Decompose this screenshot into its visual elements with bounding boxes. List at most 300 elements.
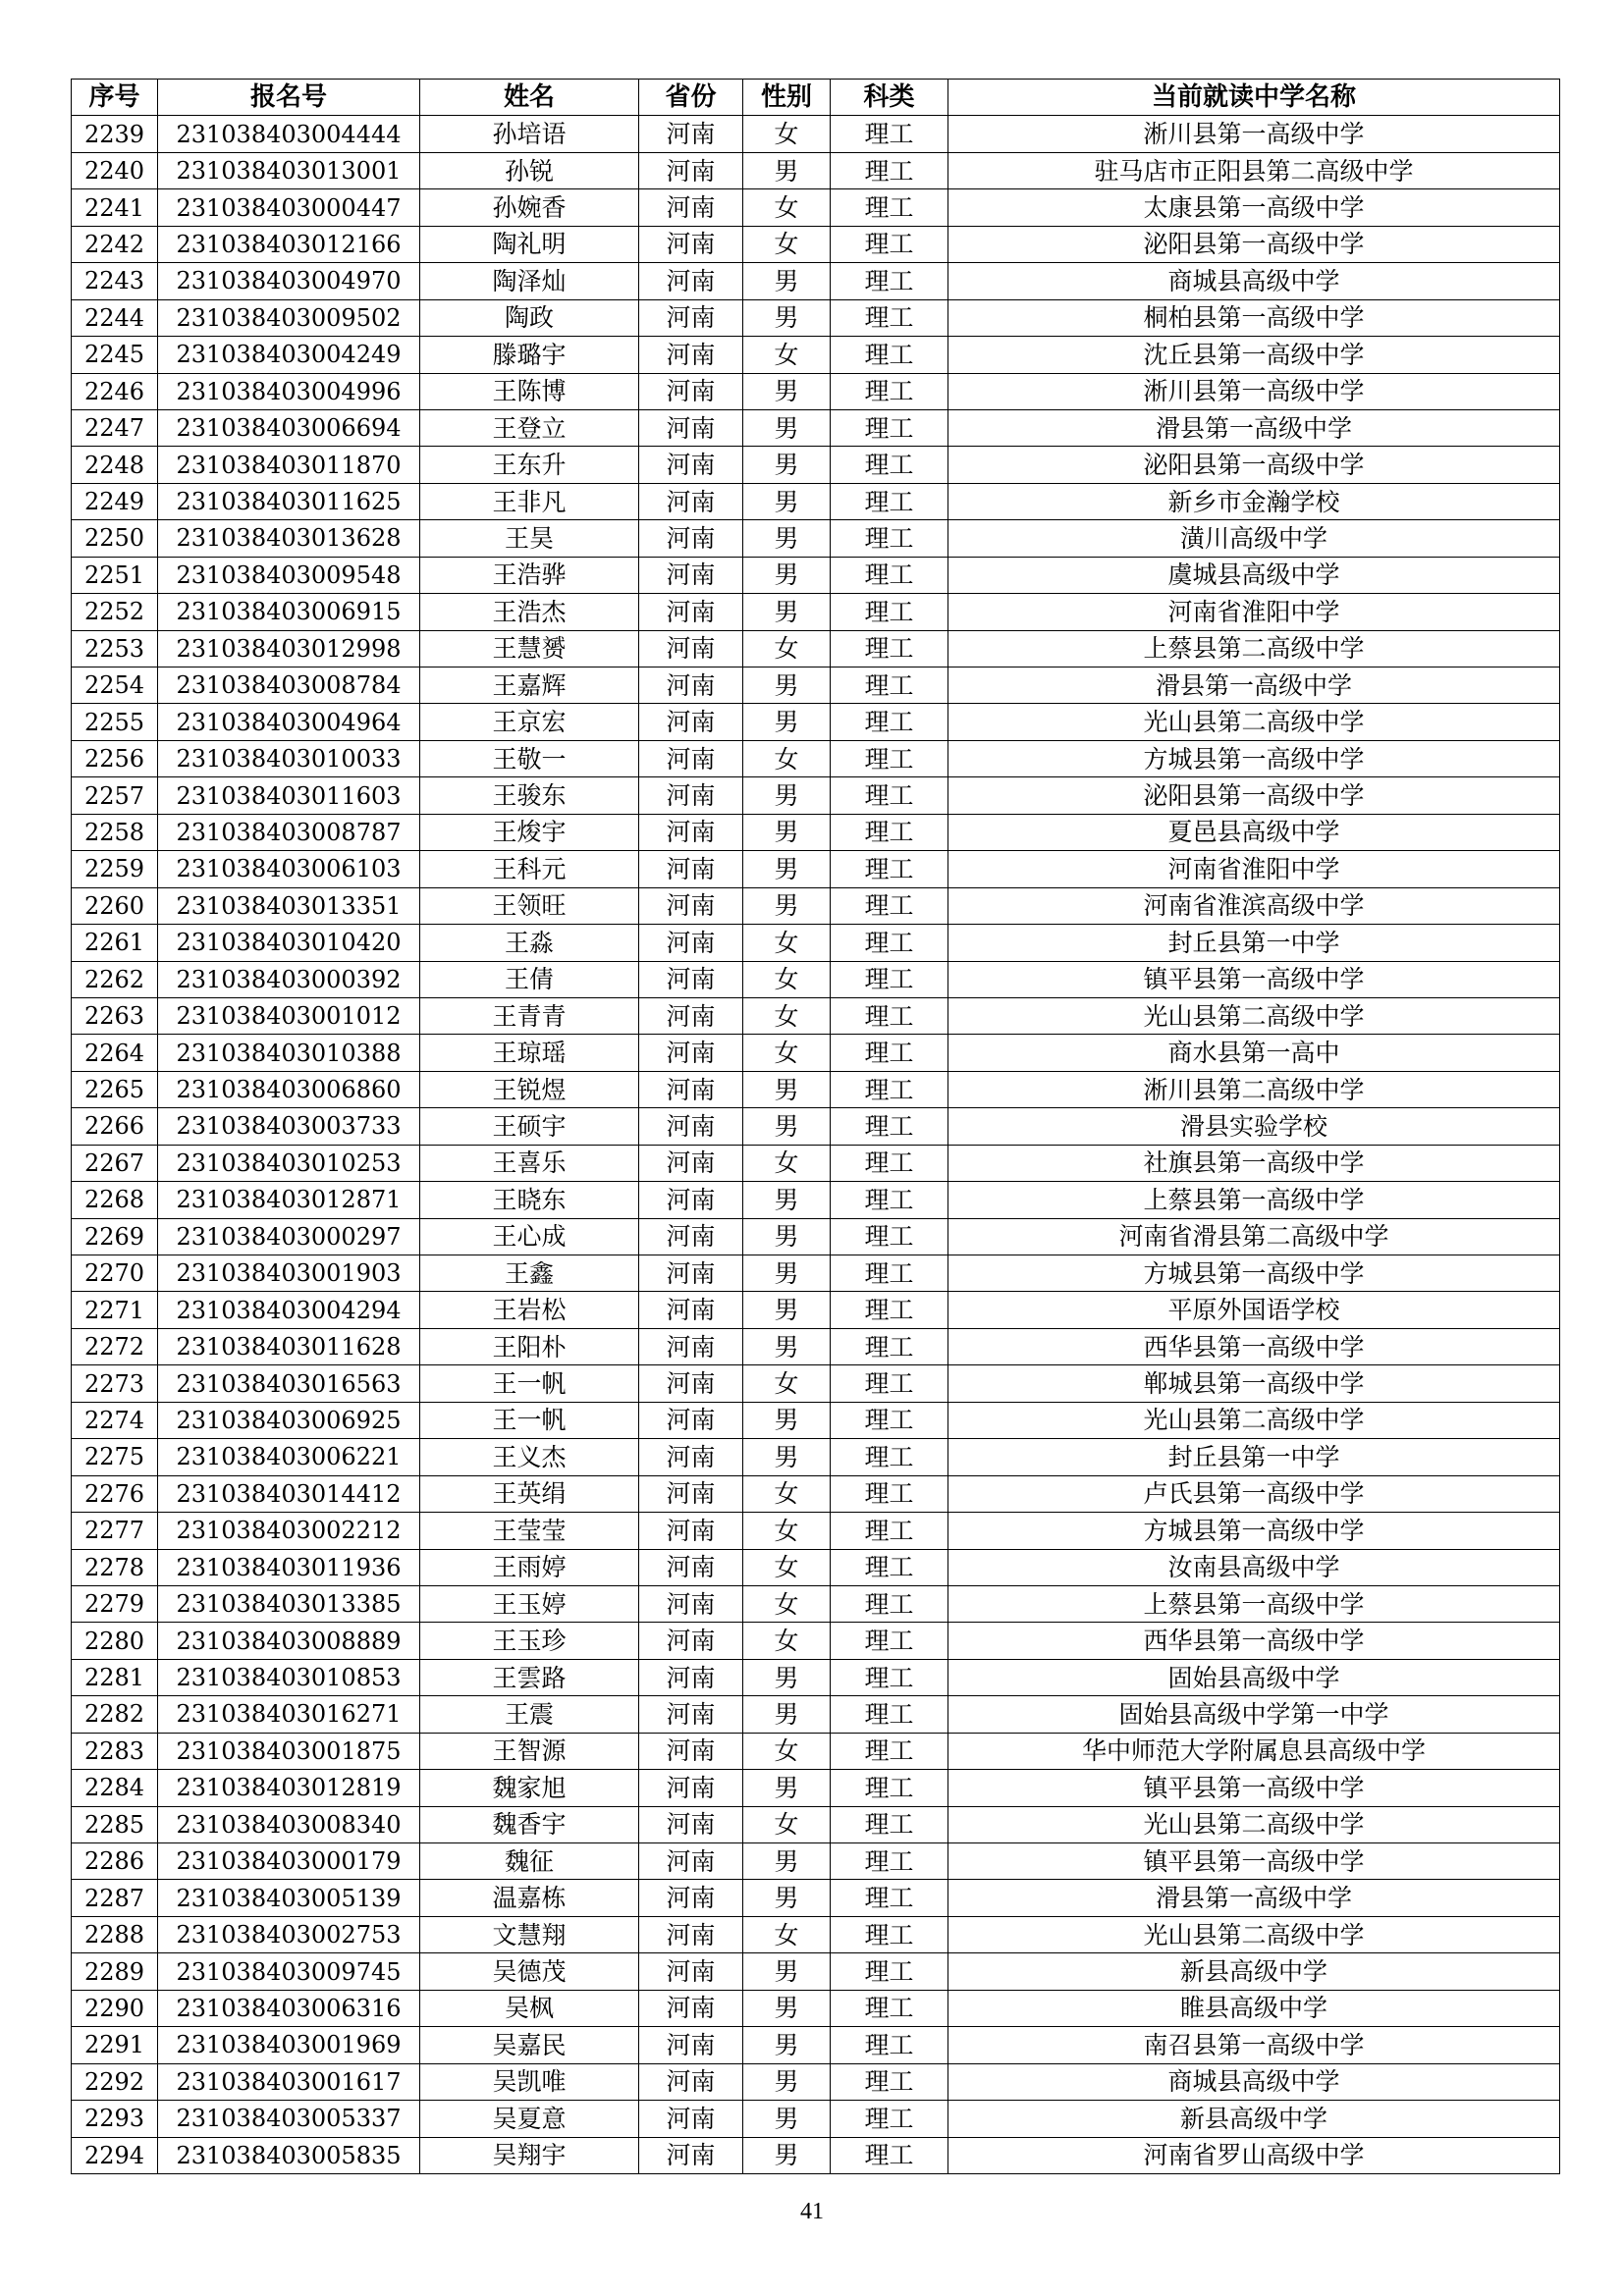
province-cell: 河南 <box>639 189 743 226</box>
registration-number-cell: 231038403009502 <box>158 299 420 336</box>
serial-number-cell: 2272 <box>72 1328 158 1364</box>
gender-cell: 女 <box>743 1733 831 1769</box>
serial-number-cell: 2290 <box>72 1990 158 2026</box>
registration-number-cell: 231038403005835 <box>158 2137 420 2173</box>
gender-cell: 男 <box>743 557 831 593</box>
province-cell: 河南 <box>639 2063 743 2100</box>
school-name-cell: 新县高级中学 <box>948 1953 1560 1990</box>
gender-cell: 男 <box>743 1108 831 1145</box>
registration-number-cell: 231038403011603 <box>158 777 420 814</box>
name-cell: 陶泽灿 <box>420 263 639 299</box>
name-cell: 王一帆 <box>420 1402 639 1438</box>
table-row <box>72 704 1560 740</box>
gender-cell: 男 <box>743 447 831 483</box>
header-registration-number: 报名号 <box>158 80 420 116</box>
name-cell: 王玉婷 <box>420 1585 639 1622</box>
gender-cell: 男 <box>743 1182 831 1218</box>
province-cell: 河南 <box>639 1108 743 1145</box>
subject-category-cell: 理工 <box>831 740 948 776</box>
table-row <box>72 1328 1560 1364</box>
serial-number-cell: 2257 <box>72 777 158 814</box>
serial-number-cell: 2273 <box>72 1365 158 1402</box>
name-cell: 吴翔宇 <box>420 2137 639 2173</box>
table-row <box>72 1990 1560 2026</box>
gender-cell: 女 <box>743 226 831 262</box>
registration-number-cell: 231038403010253 <box>158 1145 420 1181</box>
subject-category-cell: 理工 <box>831 1218 948 1255</box>
registration-number-cell: 231038403010033 <box>158 740 420 776</box>
gender-cell: 男 <box>743 1328 831 1364</box>
table-row <box>72 409 1560 446</box>
subject-category-cell: 理工 <box>831 887 948 924</box>
registration-number-cell: 231038403016271 <box>158 1696 420 1733</box>
gender-cell: 男 <box>743 1770 831 1806</box>
province-cell: 河南 <box>639 373 743 409</box>
subject-category-cell: 理工 <box>831 1255 948 1292</box>
gender-cell: 女 <box>743 1145 831 1181</box>
serial-number-cell: 2274 <box>72 1402 158 1438</box>
gender-cell: 男 <box>743 299 831 336</box>
registration-number-cell: 231038403002212 <box>158 1513 420 1549</box>
registration-number-cell: 231038403011625 <box>158 483 420 519</box>
gender-cell: 女 <box>743 1475 831 1512</box>
serial-number-cell: 2279 <box>72 1585 158 1622</box>
table-row <box>72 1623 1560 1659</box>
name-cell: 王雲路 <box>420 1659 639 1695</box>
name-cell: 陶礼明 <box>420 226 639 262</box>
subject-category-cell: 理工 <box>831 520 948 557</box>
registration-number-cell: 231038403011870 <box>158 447 420 483</box>
registration-number-cell: 231038403006925 <box>158 1402 420 1438</box>
subject-category-cell: 理工 <box>831 1623 948 1659</box>
school-name-cell: 光山县第二高级中学 <box>948 704 1560 740</box>
registration-number-cell: 231038403000392 <box>158 961 420 997</box>
name-cell: 王领旺 <box>420 887 639 924</box>
table-row <box>72 226 1560 262</box>
registration-number-cell: 231038403013351 <box>158 887 420 924</box>
serial-number-cell: 2264 <box>72 1035 158 1071</box>
subject-category-cell: 理工 <box>831 1843 948 1880</box>
subject-category-cell: 理工 <box>831 777 948 814</box>
serial-number-cell: 2282 <box>72 1696 158 1733</box>
province-cell: 河南 <box>639 961 743 997</box>
subject-category-cell: 理工 <box>831 189 948 226</box>
table-row <box>72 925 1560 961</box>
subject-category-cell: 理工 <box>831 925 948 961</box>
subject-category-cell: 理工 <box>831 1585 948 1622</box>
table-row <box>72 2027 1560 2063</box>
subject-category-cell: 理工 <box>831 1513 948 1549</box>
gender-cell: 女 <box>743 630 831 667</box>
serial-number-cell: 2291 <box>72 2027 158 2063</box>
school-name-cell: 郸城县第一高级中学 <box>948 1365 1560 1402</box>
school-name-cell: 驻马店市正阳县第二高级中学 <box>948 152 1560 188</box>
province-cell: 河南 <box>639 667 743 704</box>
subject-category-cell: 理工 <box>831 226 948 262</box>
serial-number-cell: 2263 <box>72 997 158 1034</box>
table-row <box>72 2137 1560 2173</box>
serial-number-cell: 2259 <box>72 851 158 887</box>
gender-cell: 男 <box>743 1255 831 1292</box>
school-name-cell: 河南省滑县第二高级中学 <box>948 1218 1560 1255</box>
table-row <box>72 1402 1560 1438</box>
province-cell: 河南 <box>639 483 743 519</box>
registration-number-cell: 231038403008889 <box>158 1623 420 1659</box>
subject-category-cell: 理工 <box>831 483 948 519</box>
province-cell: 河南 <box>639 226 743 262</box>
province-cell: 河南 <box>639 116 743 152</box>
province-cell: 河南 <box>639 851 743 887</box>
gender-cell: 女 <box>743 925 831 961</box>
subject-category-cell: 理工 <box>831 1292 948 1328</box>
name-cell: 王科元 <box>420 851 639 887</box>
school-name-cell: 桐柏县第一高级中学 <box>948 299 1560 336</box>
serial-number-cell: 2242 <box>72 226 158 262</box>
province-cell: 河南 <box>639 1916 743 1952</box>
name-cell: 王浩骅 <box>420 557 639 593</box>
school-name-cell: 光山县第二高级中学 <box>948 997 1560 1034</box>
gender-cell: 男 <box>743 2063 831 2100</box>
province-cell: 河南 <box>639 1953 743 1990</box>
province-cell: 河南 <box>639 152 743 188</box>
school-name-cell: 光山县第二高级中学 <box>948 1806 1560 1842</box>
table-row <box>72 2101 1560 2137</box>
province-cell: 河南 <box>639 1365 743 1402</box>
gender-cell: 男 <box>743 152 831 188</box>
province-cell: 河南 <box>639 1255 743 1292</box>
subject-category-cell: 理工 <box>831 667 948 704</box>
table-row <box>72 299 1560 336</box>
serial-number-cell: 2262 <box>72 961 158 997</box>
subject-category-cell: 理工 <box>831 299 948 336</box>
table-row <box>72 337 1560 373</box>
school-name-cell: 河南省淮阳中学 <box>948 851 1560 887</box>
province-cell: 河南 <box>639 1513 743 1549</box>
registration-number-cell: 231038403000447 <box>158 189 420 226</box>
serial-number-cell: 2244 <box>72 299 158 336</box>
school-name-cell: 封丘县第一中学 <box>948 1439 1560 1475</box>
serial-number-cell: 2260 <box>72 887 158 924</box>
table-row <box>72 740 1560 776</box>
registration-number-cell: 231038403012998 <box>158 630 420 667</box>
school-name-cell: 商城县高级中学 <box>948 263 1560 299</box>
school-name-cell: 方城县第一高级中学 <box>948 1513 1560 1549</box>
name-cell: 王岩松 <box>420 1292 639 1328</box>
gender-cell: 男 <box>743 1843 831 1880</box>
school-name-cell: 沈丘县第一高级中学 <box>948 337 1560 373</box>
table-row <box>72 851 1560 887</box>
gender-cell: 男 <box>743 520 831 557</box>
serial-number-cell: 2246 <box>72 373 158 409</box>
gender-cell: 男 <box>743 1953 831 1990</box>
gender-cell: 女 <box>743 189 831 226</box>
province-cell: 河南 <box>639 887 743 924</box>
subject-category-cell: 理工 <box>831 594 948 630</box>
province-cell: 河南 <box>639 1990 743 2026</box>
table-row <box>72 520 1560 557</box>
province-cell: 河南 <box>639 704 743 740</box>
province-cell: 河南 <box>639 557 743 593</box>
school-name-cell: 西华县第一高级中学 <box>948 1623 1560 1659</box>
header-current-school: 当前就读中学名称 <box>948 80 1560 116</box>
school-name-cell: 泌阳县第一高级中学 <box>948 226 1560 262</box>
school-name-cell: 滑县实验学校 <box>948 1108 1560 1145</box>
name-cell: 陶政 <box>420 299 639 336</box>
school-name-cell: 镇平县第一高级中学 <box>948 1843 1560 1880</box>
subject-category-cell: 理工 <box>831 263 948 299</box>
school-name-cell: 镇平县第一高级中学 <box>948 961 1560 997</box>
school-name-cell: 封丘县第一中学 <box>948 925 1560 961</box>
registration-number-cell: 231038403005337 <box>158 2101 420 2137</box>
table-row <box>72 1916 1560 1952</box>
serial-number-cell: 2240 <box>72 152 158 188</box>
header-row <box>72 80 1560 116</box>
table-row <box>72 1255 1560 1292</box>
table-row <box>72 1475 1560 1512</box>
name-cell: 孙培语 <box>420 116 639 152</box>
table-row <box>72 1071 1560 1107</box>
gender-cell: 男 <box>743 1696 831 1733</box>
registration-number-cell: 231038403004996 <box>158 373 420 409</box>
gender-cell: 男 <box>743 1402 831 1438</box>
table-row <box>72 1513 1560 1549</box>
subject-category-cell: 理工 <box>831 1402 948 1438</box>
school-name-cell: 潢川高级中学 <box>948 520 1560 557</box>
serial-number-cell: 2294 <box>72 2137 158 2173</box>
registration-number-cell: 231038403000179 <box>158 1843 420 1880</box>
table-row <box>72 594 1560 630</box>
registration-number-cell: 231038403006221 <box>158 1439 420 1475</box>
gender-cell: 女 <box>743 1035 831 1071</box>
province-cell: 河南 <box>639 814 743 850</box>
table-row <box>72 483 1560 519</box>
header-subject-category: 科类 <box>831 80 948 116</box>
school-name-cell: 淅川县第一高级中学 <box>948 373 1560 409</box>
subject-category-cell: 理工 <box>831 1659 948 1695</box>
subject-category-cell: 理工 <box>831 1549 948 1585</box>
name-cell: 王莹莹 <box>420 1513 639 1549</box>
serial-number-cell: 2245 <box>72 337 158 373</box>
registration-number-cell: 231038403010853 <box>158 1659 420 1695</box>
school-name-cell: 河南省淮阳中学 <box>948 594 1560 630</box>
registration-number-cell: 231038403014412 <box>158 1475 420 1512</box>
page-number: 41 <box>800 2199 824 2224</box>
name-cell: 王英绢 <box>420 1475 639 1512</box>
gender-cell: 女 <box>743 1916 831 1952</box>
table-row <box>72 447 1560 483</box>
table-row <box>72 1585 1560 1622</box>
gender-cell: 男 <box>743 1880 831 1916</box>
province-cell: 河南 <box>639 1328 743 1364</box>
table-row <box>72 1035 1560 1071</box>
subject-category-cell: 理工 <box>831 1806 948 1842</box>
school-name-cell: 方城县第一高级中学 <box>948 1255 1560 1292</box>
name-cell: 王东升 <box>420 447 639 483</box>
table-row <box>72 263 1560 299</box>
gender-cell: 男 <box>743 667 831 704</box>
serial-number-cell: 2254 <box>72 667 158 704</box>
serial-number-cell: 2293 <box>72 2101 158 2137</box>
subject-category-cell: 理工 <box>831 116 948 152</box>
serial-number-cell: 2271 <box>72 1292 158 1328</box>
serial-number-cell: 2256 <box>72 740 158 776</box>
serial-number-cell: 2280 <box>72 1623 158 1659</box>
gender-cell: 男 <box>743 409 831 446</box>
school-name-cell: 滑县第一高级中学 <box>948 667 1560 704</box>
table-row <box>72 1439 1560 1475</box>
gender-cell: 男 <box>743 1292 831 1328</box>
name-cell: 王焌宇 <box>420 814 639 850</box>
province-cell: 河南 <box>639 1659 743 1695</box>
school-name-cell: 光山县第二高级中学 <box>948 1402 1560 1438</box>
gender-cell: 男 <box>743 1439 831 1475</box>
name-cell: 王淼 <box>420 925 639 961</box>
gender-cell: 男 <box>743 373 831 409</box>
gender-cell: 男 <box>743 2137 831 2173</box>
province-cell: 河南 <box>639 2101 743 2137</box>
gender-cell: 男 <box>743 594 831 630</box>
registration-number-cell: 231038403004970 <box>158 263 420 299</box>
subject-category-cell: 理工 <box>831 1328 948 1364</box>
school-name-cell: 镇平县第一高级中学 <box>948 1770 1560 1806</box>
gender-cell: 男 <box>743 1659 831 1695</box>
table-row <box>72 1770 1560 1806</box>
serial-number-cell: 2286 <box>72 1843 158 1880</box>
registration-number-cell: 231038403003733 <box>158 1108 420 1145</box>
province-cell: 河南 <box>639 740 743 776</box>
table-row <box>72 630 1560 667</box>
province-cell: 河南 <box>639 1475 743 1512</box>
name-cell: 王京宏 <box>420 704 639 740</box>
subject-category-cell: 理工 <box>831 557 948 593</box>
gender-cell: 男 <box>743 777 831 814</box>
school-name-cell: 商城县高级中学 <box>948 2063 1560 2100</box>
serial-number-cell: 2270 <box>72 1255 158 1292</box>
subject-category-cell: 理工 <box>831 1733 948 1769</box>
province-cell: 河南 <box>639 594 743 630</box>
registration-number-cell: 231038403011628 <box>158 1328 420 1364</box>
serial-number-cell: 2268 <box>72 1182 158 1218</box>
subject-category-cell: 理工 <box>831 1880 948 1916</box>
table-row <box>72 1696 1560 1733</box>
registration-number-cell: 231038403012166 <box>158 226 420 262</box>
header-province: 省份 <box>639 80 743 116</box>
school-name-cell: 新县高级中学 <box>948 2101 1560 2137</box>
school-name-cell: 平原外国语学校 <box>948 1292 1560 1328</box>
serial-number-cell: 2266 <box>72 1108 158 1145</box>
gender-cell: 女 <box>743 997 831 1034</box>
registration-number-cell: 231038403012871 <box>158 1182 420 1218</box>
province-cell: 河南 <box>639 1806 743 1842</box>
subject-category-cell: 理工 <box>831 1071 948 1107</box>
subject-category-cell: 理工 <box>831 997 948 1034</box>
subject-category-cell: 理工 <box>831 2137 948 2173</box>
subject-category-cell: 理工 <box>831 1475 948 1512</box>
gender-cell: 男 <box>743 1990 831 2026</box>
school-name-cell: 新乡市金瀚学校 <box>948 483 1560 519</box>
gender-cell: 男 <box>743 2101 831 2137</box>
name-cell: 王慧赟 <box>420 630 639 667</box>
table-row <box>72 997 1560 1034</box>
province-cell: 河南 <box>639 263 743 299</box>
name-cell: 吴德茂 <box>420 1953 639 1990</box>
table-row <box>72 1218 1560 1255</box>
province-cell: 河南 <box>639 1843 743 1880</box>
serial-number-cell: 2289 <box>72 1953 158 1990</box>
registration-number-cell: 231038403008784 <box>158 667 420 704</box>
school-name-cell: 滑县第一高级中学 <box>948 1880 1560 1916</box>
name-cell: 王义杰 <box>420 1439 639 1475</box>
serial-number-cell: 2239 <box>72 116 158 152</box>
registration-number-cell: 231038403001012 <box>158 997 420 1034</box>
school-name-cell: 夏邑县高级中学 <box>948 814 1560 850</box>
gender-cell: 男 <box>743 704 831 740</box>
gender-cell: 男 <box>743 483 831 519</box>
subject-category-cell: 理工 <box>831 1953 948 1990</box>
subject-category-cell: 理工 <box>831 2027 948 2063</box>
subject-category-cell: 理工 <box>831 1770 948 1806</box>
province-cell: 河南 <box>639 2027 743 2063</box>
registration-number-cell: 231038403010420 <box>158 925 420 961</box>
province-cell: 河南 <box>639 1218 743 1255</box>
table-row <box>72 1659 1560 1695</box>
name-cell: 王晓东 <box>420 1182 639 1218</box>
name-cell: 吴凯唯 <box>420 2063 639 2100</box>
serial-number-cell: 2241 <box>72 189 158 226</box>
registration-number-cell: 231038403008787 <box>158 814 420 850</box>
name-cell: 王倩 <box>420 961 639 997</box>
province-cell: 河南 <box>639 777 743 814</box>
registration-number-cell: 231038403013001 <box>158 152 420 188</box>
header-serial-number: 序号 <box>72 80 158 116</box>
table-row <box>72 1365 1560 1402</box>
table-row <box>72 961 1560 997</box>
table-row <box>72 373 1560 409</box>
serial-number-cell: 2287 <box>72 1880 158 1916</box>
subject-category-cell: 理工 <box>831 1182 948 1218</box>
province-cell: 河南 <box>639 997 743 1034</box>
gender-cell: 男 <box>743 1071 831 1107</box>
subject-category-cell: 理工 <box>831 409 948 446</box>
registration-number-cell: 231038403006860 <box>158 1071 420 1107</box>
name-cell: 王琼瑶 <box>420 1035 639 1071</box>
name-cell: 王喜乐 <box>420 1145 639 1181</box>
serial-number-cell: 2258 <box>72 814 158 850</box>
school-name-cell: 光山县第二高级中学 <box>948 1916 1560 1952</box>
name-cell: 吴夏意 <box>420 2101 639 2137</box>
name-cell: 王昊 <box>420 520 639 557</box>
name-cell: 魏征 <box>420 1843 639 1880</box>
name-cell: 滕璐宇 <box>420 337 639 373</box>
registration-number-cell: 231038403001617 <box>158 2063 420 2100</box>
name-cell: 文慧翔 <box>420 1916 639 1952</box>
name-cell: 王骏东 <box>420 777 639 814</box>
serial-number-cell: 2277 <box>72 1513 158 1549</box>
province-cell: 河南 <box>639 447 743 483</box>
subject-category-cell: 理工 <box>831 1696 948 1733</box>
table-row <box>72 1292 1560 1328</box>
gender-cell: 女 <box>743 1585 831 1622</box>
gender-cell: 女 <box>743 961 831 997</box>
subject-category-cell: 理工 <box>831 2063 948 2100</box>
gender-cell: 女 <box>743 1623 831 1659</box>
school-name-cell: 河南省淮滨高级中学 <box>948 887 1560 924</box>
serial-number-cell: 2278 <box>72 1549 158 1585</box>
table-row <box>72 1733 1560 1769</box>
school-name-cell: 太康县第一高级中学 <box>948 189 1560 226</box>
serial-number-cell: 2261 <box>72 925 158 961</box>
registration-number-cell: 231038403002753 <box>158 1916 420 1952</box>
